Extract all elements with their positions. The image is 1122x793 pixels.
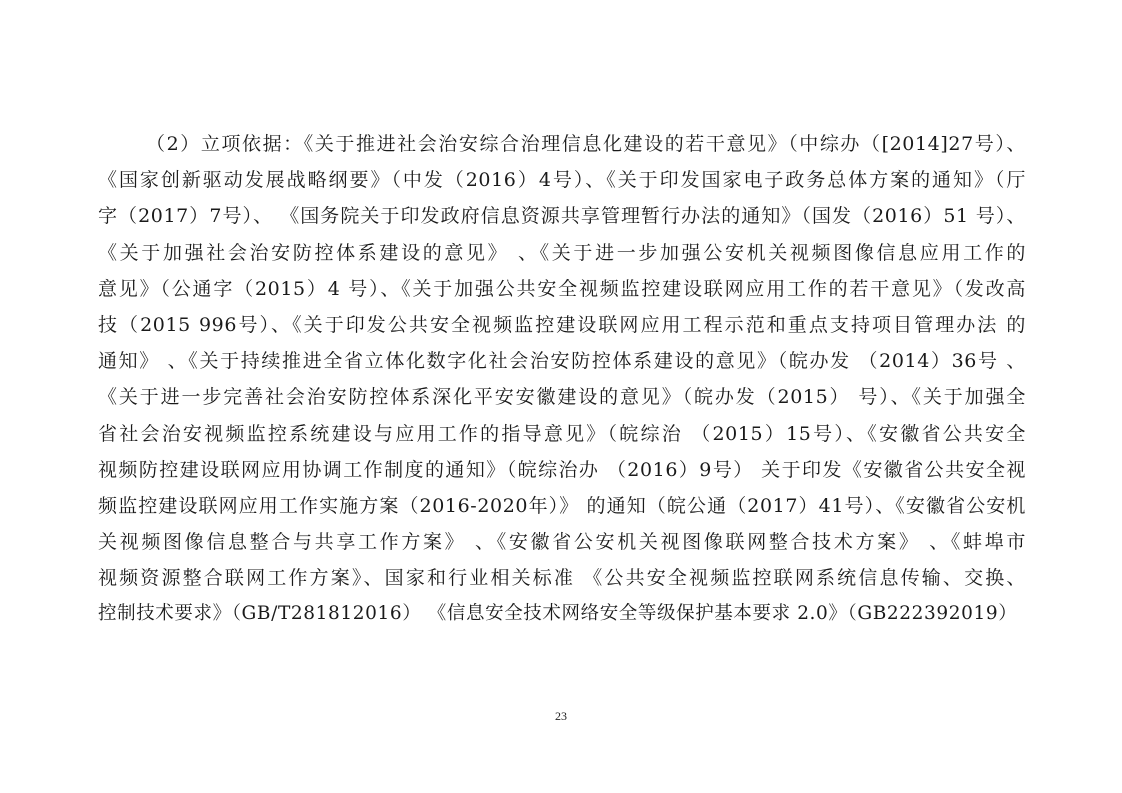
text-line: 《国家创新驱动发展战略纲要》（中发（2016）4号）、《关于印发国家电子政务总体方案的通知》（厅 [98, 169, 1026, 192]
text-line: 频监控建设联网应用工作实施方案（2016-2020年）》 的通知（皖公通（2017）41号）、《安徽省公安机 [98, 494, 1026, 517]
text-line: 通知》 、《关于持续推进全省立体化数字化社会治安防控体系建设的意见》（皖办发 （2014）36号 、 [98, 350, 1026, 373]
text-line: 视频防控建设联网应用协调工作制度的通知》（皖综治办 （2016）9号） 关于印发《安徽省公共安全视 [98, 458, 1026, 481]
text-line: 《关于进一步完善社会治安防控体系深化平安安徽建设的意见》（皖办发（2015） 号）、《关于加强全 [98, 386, 1026, 409]
page-number: 23 [555, 709, 567, 723]
text-line: 关视频图像信息整合与共享工作方案》 、《安徽省公安机关视图像联网整合技术方案》 、《蚌埠市 [98, 531, 1026, 554]
text-line: 省社会治安视频监控系统建设与应用工作的指导意见》（皖综治 （2015）15号）、《安徽省公共安全 [98, 422, 1026, 445]
body-paragraph [98, 126, 1026, 633]
text-line: （2）立项依据：《关于推进社会治安综合治理信息化建设的若干意见》（中综办（[2014]27号）、 [146, 133, 1026, 155]
text-line: 字（2017）7号）、 《国务院关于印发政府信息资源共享管理暂行办法的通知》（国发（2016）51 号）、 [98, 205, 1026, 228]
text-line: 《关于加强社会治安防控体系建设的意见》 、《关于进一步加强公安机关视频图像信息应用工作的 [98, 241, 1026, 264]
text-line: 技（2015 996号）、《关于印发公共安全视频监控建设联网应用工程示范和重点支持项目管理办法 的 [98, 313, 1026, 336]
text-line: 视频资源整合联网工作方案》、国家和行业相关标准 《公共安全视频监控联网系统信息传输、交换、 [98, 567, 1026, 590]
text-line: 控制技术要求》（GB/T281812016） 《信息安全技术网络安全等级保护基本要求 2.0》（GB222392019） [98, 603, 1018, 625]
text-line: 意见》（公通字（2015）4 号）、《关于加强公共安全视频监控建设联网应用工作的若干意见》（发改高 [98, 277, 1026, 300]
